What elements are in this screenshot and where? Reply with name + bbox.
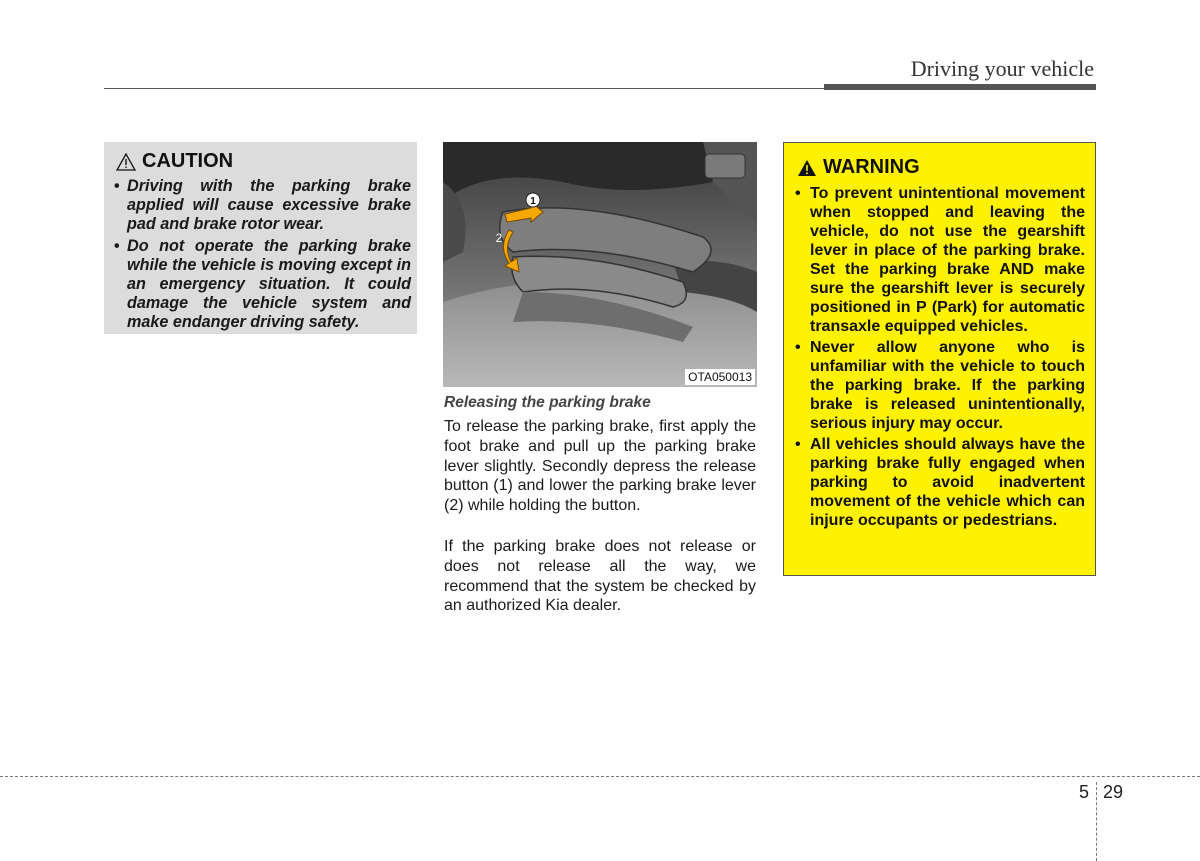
caution-box (104, 142, 417, 334)
caution-title: CAUTION (142, 150, 234, 172)
warning-title: WARNING (823, 156, 920, 178)
warning-triangle-outline-icon (116, 153, 136, 171)
header-rule (104, 88, 824, 89)
footer-divider (1096, 782, 1097, 861)
figure-caption: Releasing the parking brake (444, 394, 651, 411)
parking-brake-illustration (443, 142, 757, 387)
warning-item: • All vehicles should always have the parking brake fully engaged when parking to avoid inadvertent movement of the vehicle which can injure occupants or pedestrians. (793, 435, 1085, 530)
chapter-number: 5 (1079, 782, 1090, 802)
page-number: 29 (1103, 782, 1124, 802)
figure-code: OTA050013 (685, 369, 755, 385)
caution-item: • Do not operate the parking brake while the vehicle is moving except in an emergency situation. It could damage the vehicle system and make endanger driving safety. (112, 237, 411, 332)
warning-box (783, 142, 1096, 576)
warning-item: • Never allow anyone who is unfamiliar with the vehicle to touch the parking brake. If the parking brake is released unintentionally, serious injury may occur. (793, 338, 1085, 433)
caution-item: • Driving with the parking brake applied will cause excessive brake pad and brake rotor wear. (112, 177, 411, 234)
warning-triangle-filled-icon (797, 159, 817, 177)
warning-list (793, 184, 1085, 530)
body-paragraph: If the parking brake does not release or does not release all the way, we recommend that the system be checked by an authorized Kia dealer. (444, 538, 756, 615)
caution-heading (116, 150, 411, 173)
warning-item: • To prevent unintentional movement when stopped and leaving the vehicle, do not use the gearshift lever in place of the parking brake. Set the parking brake AND make sure the gearshift lever is securely positioned in P (Park) for automatic transaxle equipped vehicles. (793, 184, 1085, 336)
caution-list (112, 177, 411, 332)
callout-2: 2 (495, 231, 503, 245)
callout-1: 1 (530, 196, 536, 207)
page-header-title: Driving your vehicle (910, 56, 1094, 81)
parking-brake-photo (443, 142, 757, 387)
warning-heading (797, 156, 1085, 179)
header-rule-accent (824, 84, 1096, 90)
footer-rule (0, 776, 1200, 777)
body-paragraph: To release the parking brake, first apply the foot brake and pull up the parking brake lever slightly. Secondly depress the release button (1) and lower the parking brake lever (2) while holding the button. (444, 418, 756, 515)
